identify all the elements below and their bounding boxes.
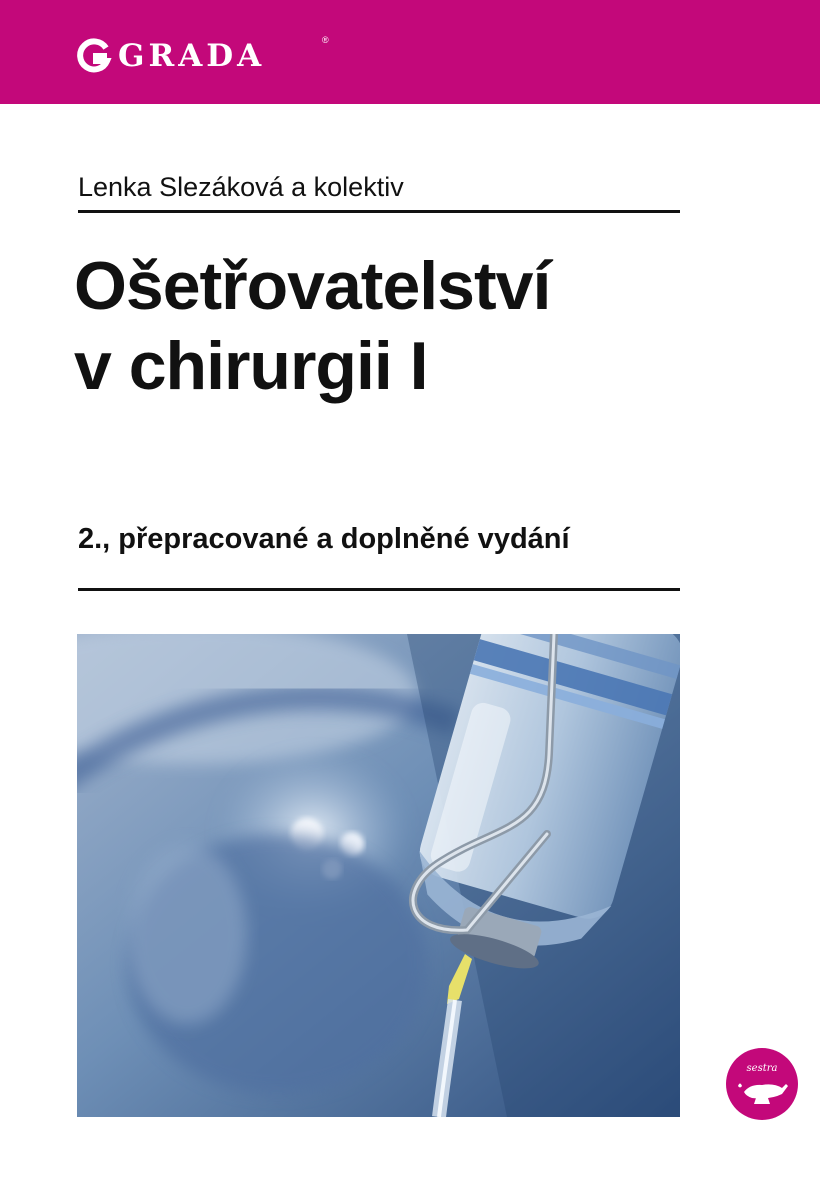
- publisher-logo: [76, 35, 336, 74]
- book-title: [74, 246, 694, 406]
- series-badge: [726, 1048, 798, 1120]
- title-line-2: v chirurgii I: [74, 328, 428, 404]
- series-badge-label: sestra: [746, 1063, 778, 1074]
- cover-photo-iv-bag: [77, 634, 680, 1117]
- edition-note: 2., přepracované a doplněné vydání: [78, 523, 570, 555]
- grada-logo-icon: [76, 37, 112, 73]
- publisher-bar: [0, 0, 820, 104]
- registered-mark: ®: [322, 35, 329, 45]
- author-line: Lenka Slezáková a kolektiv: [78, 172, 404, 202]
- divider-top: [78, 210, 680, 213]
- divider-bottom: [78, 588, 680, 591]
- title-line-1: Ošetřovatelství: [74, 248, 551, 324]
- publisher-name: GRADA: [118, 38, 266, 74]
